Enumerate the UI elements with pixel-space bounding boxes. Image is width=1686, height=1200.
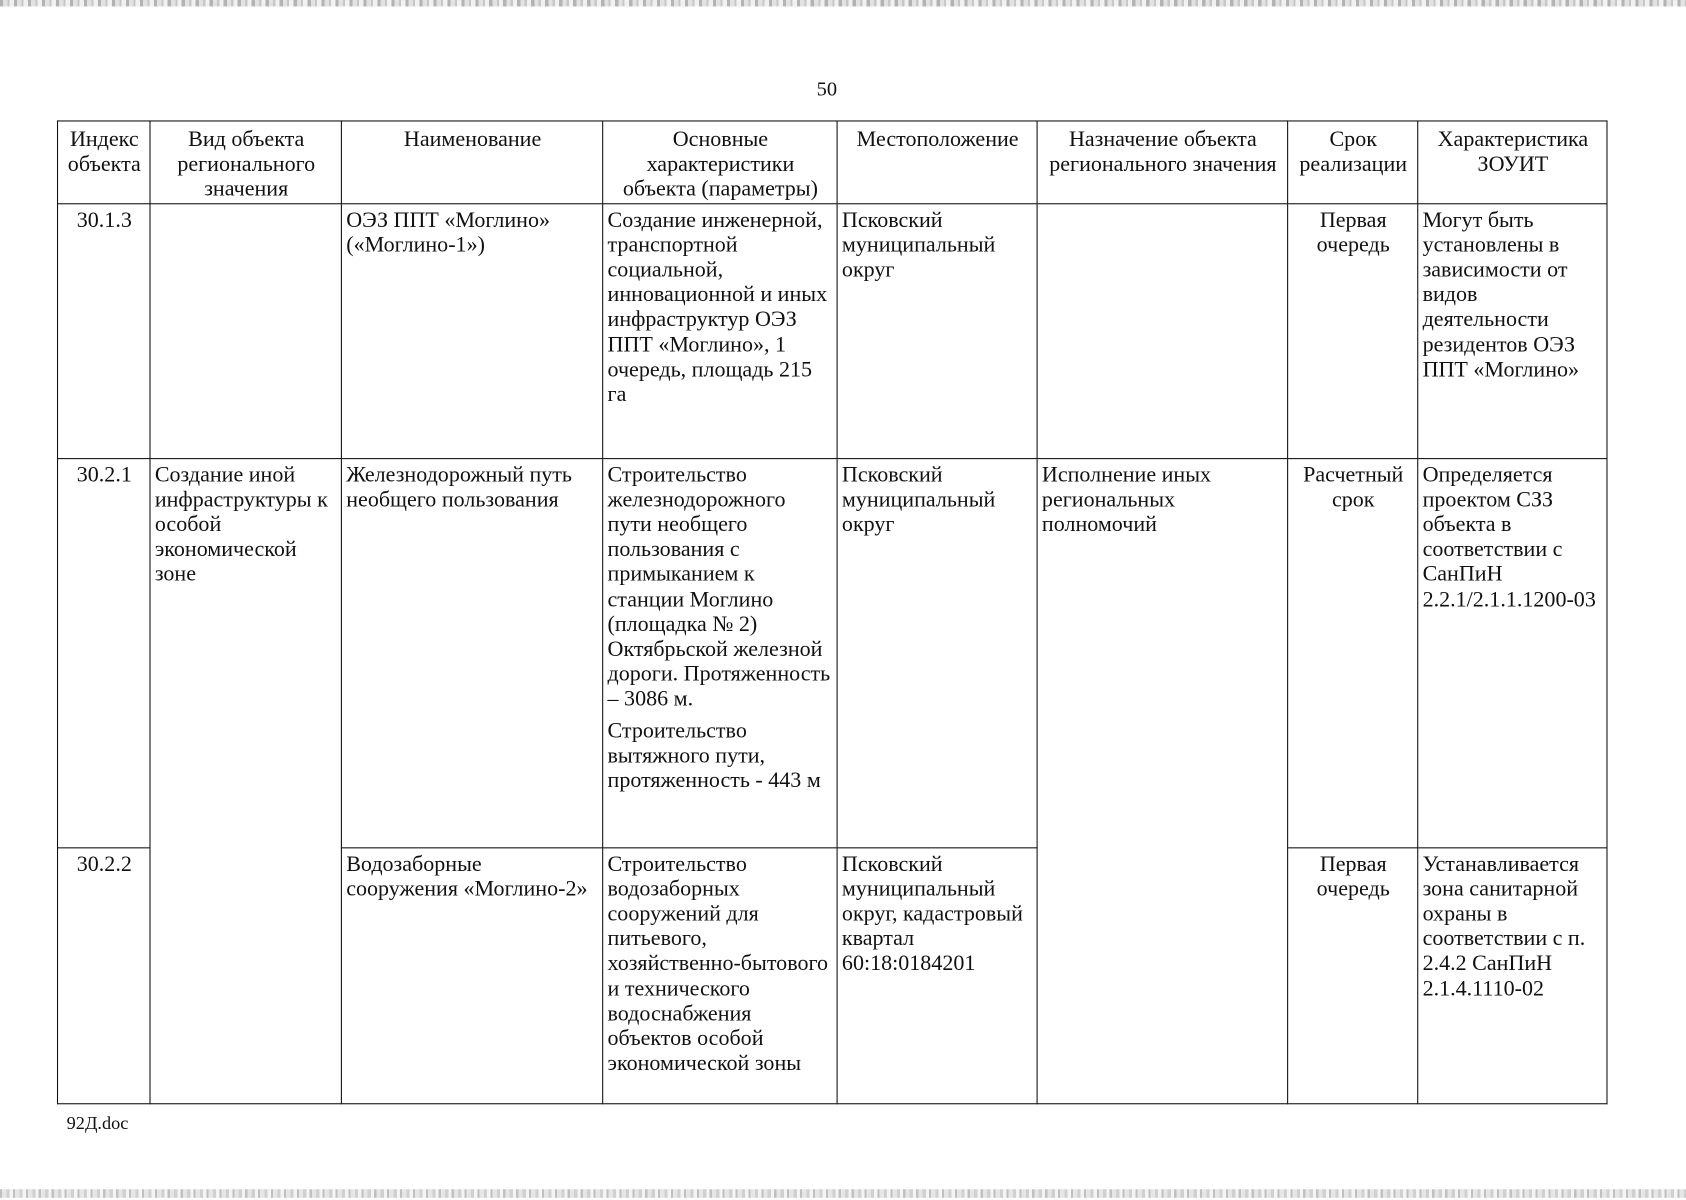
header-cell-purpose: Назначение объекта регионального значения <box>1037 121 1288 203</box>
cell-zouit: Определяется проектом СЗЗ объекта в соответствии с СанПиН 2.2.1/2.1.1.1200-03 <box>1418 458 1607 847</box>
cell-object-type <box>150 203 341 458</box>
page-number: 50 <box>816 78 838 102</box>
header-cell-characteristics: Основные характеристики объекта (параметры) <box>603 121 837 203</box>
cell-location: Псковский муниципальный округ, кадастровый квартал 60:18:0184201 <box>837 847 1037 1103</box>
cell-term: Расчетный срок <box>1288 458 1418 847</box>
characteristics-paragraph: Строительство водозаборных сооружений для питьевого, хозяйственно-бытового и технического водоснабжения объектов особой экономической зоны <box>607 852 828 1076</box>
cell-purpose: Исполнение иных региональных полномочий <box>1037 458 1288 1103</box>
scan-edge-bottom <box>0 1189 1686 1198</box>
cell-name: Водозаборные сооружения «Моглино-2» <box>341 847 602 1103</box>
footer-filename: 92Д.doc <box>66 1112 129 1134</box>
characteristics-paragraph: Строительство вытяжного пути, протяженность - 443 м <box>607 718 821 793</box>
cell-characteristics <box>603 203 837 458</box>
table-header-row <box>58 121 1607 203</box>
cell-zouit: Устанавливается зона санитарной охраны в соответствии с п. 2.4.2 СанПиН 2.1.4.1110-02 <box>1418 847 1607 1103</box>
header-cell-location: Местоположение <box>837 121 1037 203</box>
scan-edge-top <box>0 0 1686 6</box>
header-cell-index: Индекс объекта <box>58 121 150 203</box>
cell-characteristics <box>603 847 837 1103</box>
cell-location: Псковский муниципальный округ <box>837 203 1037 458</box>
cell-object-type: Создание иной инфраструктуры к особой экономической зоне <box>150 458 341 1103</box>
cell-characteristics <box>603 458 837 847</box>
characteristics-paragraph: Создание инженерной, транспортной социальной, инновационной и иных инфраструктур ОЭЗ ППТ «Моглино», 1 очередь, площадь 215 га <box>607 208 828 407</box>
characteristics-paragraph: Строительство железнодорожного пути необщего пользования с примыканием к станции Моглино (площадка № 2) Октябрьской железной дороги. Протяженность – 3086 м. <box>607 463 831 712</box>
header-cell-object-type: Вид объекта регионального значения <box>150 121 341 203</box>
header-cell-term: Срок реализации <box>1288 121 1418 203</box>
cell-term: Первая очередь <box>1288 203 1418 458</box>
header-cell-name: Наименование <box>341 121 602 203</box>
cell-name: ОЭЗ ППТ «Моглино» («Моглино-1») <box>341 203 602 458</box>
cell-location: Псковский муниципальный округ <box>837 458 1037 847</box>
table-row <box>58 458 1607 847</box>
cell-index: 30.2.2 <box>58 847 150 1103</box>
cell-purpose <box>1037 203 1288 458</box>
cell-zouit: Могут быть установлены в зависимости от видов деятельности резидентов ОЭЗ ППТ «Моглино» <box>1418 203 1607 458</box>
table-row <box>58 203 1607 458</box>
cell-term: Первая очередь <box>1288 847 1418 1103</box>
cell-name: Железнодорожный путь необщего пользования <box>341 458 602 847</box>
cell-index: 30.2.1 <box>58 458 150 847</box>
header-cell-zouit: Характеристика ЗОУИТ <box>1418 121 1607 203</box>
regional-objects-table <box>57 120 1608 1103</box>
cell-index: 30.1.3 <box>58 203 150 458</box>
